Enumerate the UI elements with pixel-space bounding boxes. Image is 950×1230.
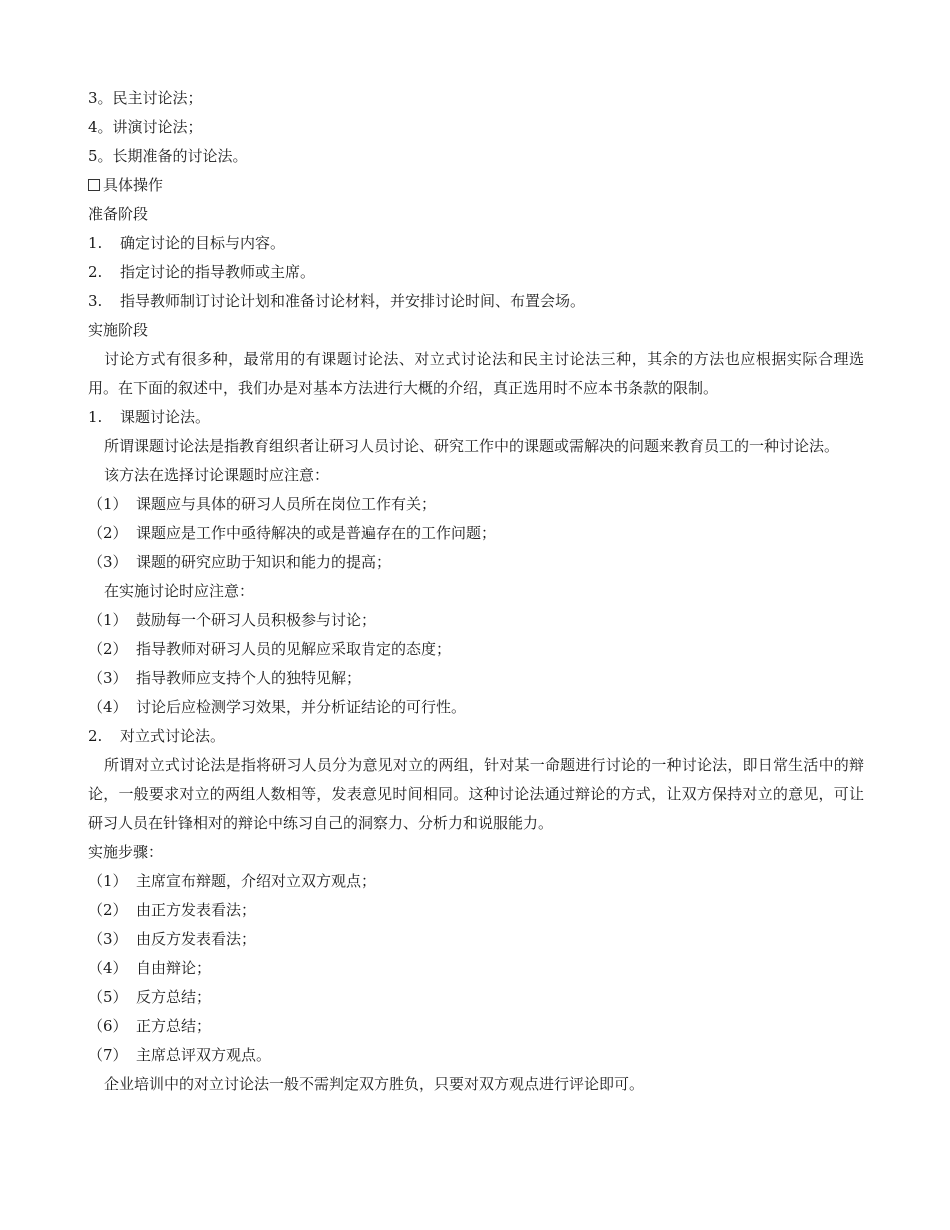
- item-text: 指导教师制订讨论计划和准备讨论材料，并安排讨论时间、布置会场。: [120, 292, 586, 310]
- item-number: （2）: [88, 524, 128, 542]
- list-item: [88, 867, 864, 896]
- item-number: （1）: [88, 872, 128, 890]
- list-item: 3。民主讨论法；: [88, 89, 203, 107]
- section-heading-prep: 准备阶段: [88, 205, 149, 223]
- item-number: 2.: [88, 727, 103, 745]
- item-number: （6）: [88, 1017, 128, 1035]
- list-item: [88, 519, 864, 548]
- item-text: 自由辩论；: [136, 959, 212, 977]
- item-text: 确定讨论的目标与内容。: [120, 234, 286, 252]
- document-body: [88, 84, 864, 1099]
- list-item: [88, 490, 864, 519]
- item-text: 课题的研究应助于知识和能力的提高；: [136, 553, 392, 571]
- list-item: [88, 925, 864, 954]
- item-number: 3.: [88, 292, 103, 310]
- list-item: [88, 664, 864, 693]
- item-text: 课题讨论法。: [120, 408, 211, 426]
- item-number: （2）: [88, 640, 128, 658]
- item-text: 由反方发表看法；: [136, 930, 257, 948]
- item-text: 鼓励每一个研习人员积极参与讨论；: [136, 611, 377, 629]
- list-item: [88, 1012, 864, 1041]
- item-text: 主席宣布辩题，介绍对立双方观点；: [136, 872, 377, 890]
- paragraph-intro: 讨论方式有很多种，最常用的有课题讨论法、对立式讨论法和民主讨论法三种，其余的方法也应根据实际合理选用。在下面的叙述中，我们办是对基本方法进行大概的介绍，真正选用时不应本书条款的限制。: [88, 350, 864, 397]
- item-number: （5）: [88, 988, 128, 1006]
- note-topic: 该方法在选择讨论课题时应注意：: [104, 466, 330, 484]
- list-item: 5。长期准备的讨论法。: [88, 147, 248, 165]
- item-text: 指导教师对研习人员的见解应采取肯定的态度；: [136, 640, 452, 658]
- method-heading: [88, 403, 864, 432]
- method-heading: [88, 722, 864, 751]
- section-heading-steps: 实施步骤：: [88, 843, 164, 861]
- item-text: 指定讨论的指导教师或主席。: [120, 263, 316, 281]
- item-number: （4）: [88, 959, 128, 977]
- list-item: [88, 606, 864, 635]
- item-number: 2.: [88, 263, 103, 281]
- item-text: 课题应是工作中亟待解决的或是普遍存在的工作问题；: [136, 524, 497, 542]
- item-number: （3）: [88, 930, 128, 948]
- section-heading-impl: 实施阶段: [88, 321, 149, 339]
- item-number: （1）: [88, 495, 128, 513]
- item-text: 正方总结；: [136, 1017, 212, 1035]
- item-number: （3）: [88, 553, 128, 571]
- heading-text: 具体操作: [103, 176, 164, 194]
- item-number: （2）: [88, 901, 128, 919]
- note-impl: 在实施讨论时应注意：: [104, 582, 255, 600]
- item-number: 1.: [88, 234, 103, 252]
- paragraph-final: 企业培训中的对立讨论法一般不需判定双方胜负，只要对双方观点进行评论即可。: [104, 1075, 645, 1093]
- item-text: 反方总结；: [136, 988, 212, 1006]
- list-item: 4。讲演讨论法；: [88, 118, 203, 136]
- paragraph-method1: 所谓课题讨论法是指教育组织者让研习人员讨论、研究工作中的课题或需解决的问题来教育员工的一种讨论法。: [104, 437, 840, 455]
- list-item: [88, 229, 864, 258]
- item-text: 课题应与具体的研习人员所在岗位工作有关；: [136, 495, 437, 513]
- item-text: 主席总评双方观点。: [136, 1046, 272, 1064]
- item-text: 讨论后应检测学习效果，并分析证结论的可行性。: [136, 698, 467, 716]
- list-item: [88, 635, 864, 664]
- section-heading-ops: [88, 171, 864, 200]
- item-number: （3）: [88, 669, 128, 687]
- list-item: [88, 287, 864, 316]
- list-item: [88, 983, 864, 1012]
- item-text: 指导教师应支持个人的独特见解；: [136, 669, 362, 687]
- list-item: [88, 896, 864, 925]
- item-number: （7）: [88, 1046, 128, 1064]
- list-item: [88, 548, 864, 577]
- paragraph-method2: 所谓对立式讨论法是指将研习人员分为意见对立的两组，针对某一命题进行讨论的一种讨论法，即日常生活中的辩论，一般要求对立的两组人数相等，发表意见时间相同。这种讨论法通过辩论的方式，让双方保持对立的意见，可让研习人员在针锋相对的辩论中练习自己的洞察力、分析力和说服能力。: [88, 756, 864, 832]
- list-item: [88, 1041, 864, 1070]
- list-item: [88, 954, 864, 983]
- item-number: （4）: [88, 698, 128, 716]
- item-number: 1.: [88, 408, 103, 426]
- item-text: 对立式讨论法。: [120, 727, 226, 745]
- item-number: （1）: [88, 611, 128, 629]
- checkbox-icon: [88, 179, 100, 191]
- list-item: [88, 258, 864, 287]
- list-item: [88, 693, 864, 722]
- item-text: 由正方发表看法；: [136, 901, 257, 919]
